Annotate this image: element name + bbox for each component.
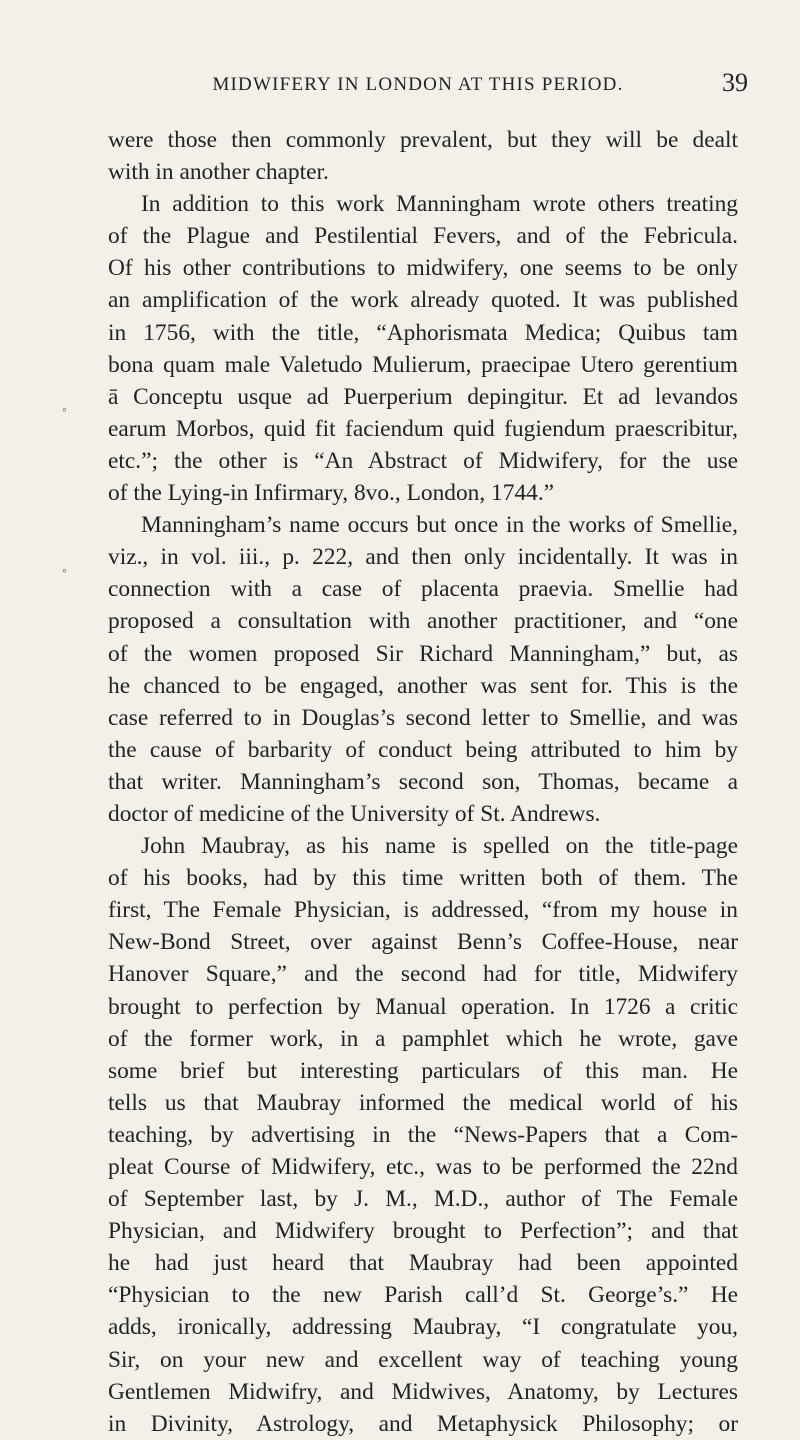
text-line: that writer. Manningham’s second son, Thomas, became a — [108, 768, 738, 795]
text-line: of the women proposed Sir Richard Manningham,” but, as — [108, 640, 738, 667]
text-line: brought to perfection by Manual operation. In 1726 a critic — [108, 993, 738, 1020]
text-line: in Divinity, Astrology, and Metaphysick Philosophy; or — [108, 1410, 738, 1437]
text-line: “Physician to the new Parish call’d St. George’s.” He — [108, 1282, 738, 1309]
text-line: John Maubray, as his name is spelled on the title-page — [141, 833, 738, 860]
text-line: viz., in vol. iii., p. 222, and then only incidentally. It was in — [108, 544, 738, 571]
text-line: of the Plague and Pestilential Fevers, and of the Febricula. — [108, 223, 738, 250]
text-line: pleat Course of Midwifery, etc., was to be performed the 22nd — [108, 1154, 738, 1180]
page-number: 39 — [722, 68, 748, 97]
text-line: In addition to this work Manningham wrote others treating — [141, 191, 738, 218]
text-line: proposed a consultation with another practitioner, and “one — [108, 608, 738, 635]
text-line: were those then commonly prevalent, but they will be dealt — [108, 127, 738, 153]
text-line: of the former work, in a pamphlet which he wrote, gave — [108, 1025, 738, 1052]
page-header — [108, 66, 748, 106]
text-line: he chanced to be engaged, another was sent for. This is the — [108, 672, 738, 699]
text-line: of his books, had by this time written both of them. The — [108, 865, 738, 892]
text-line: Gentlemen Midwifry, and Midwives, Anatomy, by Lectures — [108, 1378, 738, 1405]
text-line: connection with a case of placenta praevia. Smellie had — [108, 576, 738, 603]
text-line: tells us that Maubray informed the medical world of his — [108, 1089, 738, 1116]
margin-mark: ◦ — [62, 564, 67, 579]
text-line: Physician, and Midwifery brought to Perfection”; and that — [108, 1218, 738, 1245]
text-line: adds, ironically, addressing Maubray, “I congratulate you, — [108, 1314, 738, 1341]
text-line: Sir, on your new and excellent way of teaching young — [108, 1346, 738, 1373]
body-text — [108, 124, 738, 1440]
running-head: MIDWIFERY IN LONDON AT THIS PERIOD. — [212, 74, 624, 95]
text-line: the cause of barbarity of conduct being attributed to him by — [108, 736, 738, 763]
text-line: teaching, by advertising in the “News-Papers that a Com- — [108, 1121, 738, 1148]
text-line: in 1756, with the title, “Aphorismata Medica; Quibus tam — [108, 319, 738, 346]
text-line: of the Lying-in Infirmary, 8vo., London, 1744.” — [108, 480, 555, 507]
text-line: doctor of medicine of the University of St. Andrews. — [108, 800, 601, 827]
text-line: ā Conceptu usque ad Puerperium depingitur. Et ad levandos — [108, 383, 738, 410]
text-line: of September last, by J. M., M.D., author of The Female — [108, 1186, 738, 1213]
text-line: etc.”; the other is “An Abstract of Midwifery, for the use — [108, 447, 738, 474]
text-line: he had just heard that Maubray had been appointed — [108, 1250, 738, 1277]
text-line: Hanover Square,” and the second had for title, Midwifery — [108, 961, 738, 988]
text-line: bona quam male Valetudo Mulierum, praecipae Utero gerentium — [108, 351, 738, 378]
text-line: an amplification of the work already quoted. It was published — [108, 287, 738, 314]
text-line: New-Bond Street, over against Benn’s Coffee-House, near — [108, 929, 738, 956]
margin-mark: ◦ — [62, 403, 67, 418]
text-line: Of his other contributions to midwifery, one seems to be only — [108, 255, 738, 282]
text-line: earum Morbos, quid fit faciendum quid fugiendum praescribitur, — [108, 415, 738, 442]
text-line: case referred to in Douglas’s second letter to Smellie, and was — [108, 704, 738, 731]
text-line: Manningham’s name occurs but once in the works of Smellie, — [141, 512, 738, 539]
text-line: some brief but interesting particulars of this man. He — [108, 1057, 738, 1084]
text-line: first, The Female Physician, is addressed, “from my house in — [108, 897, 738, 924]
text-line: with in another chapter. — [108, 159, 329, 186]
